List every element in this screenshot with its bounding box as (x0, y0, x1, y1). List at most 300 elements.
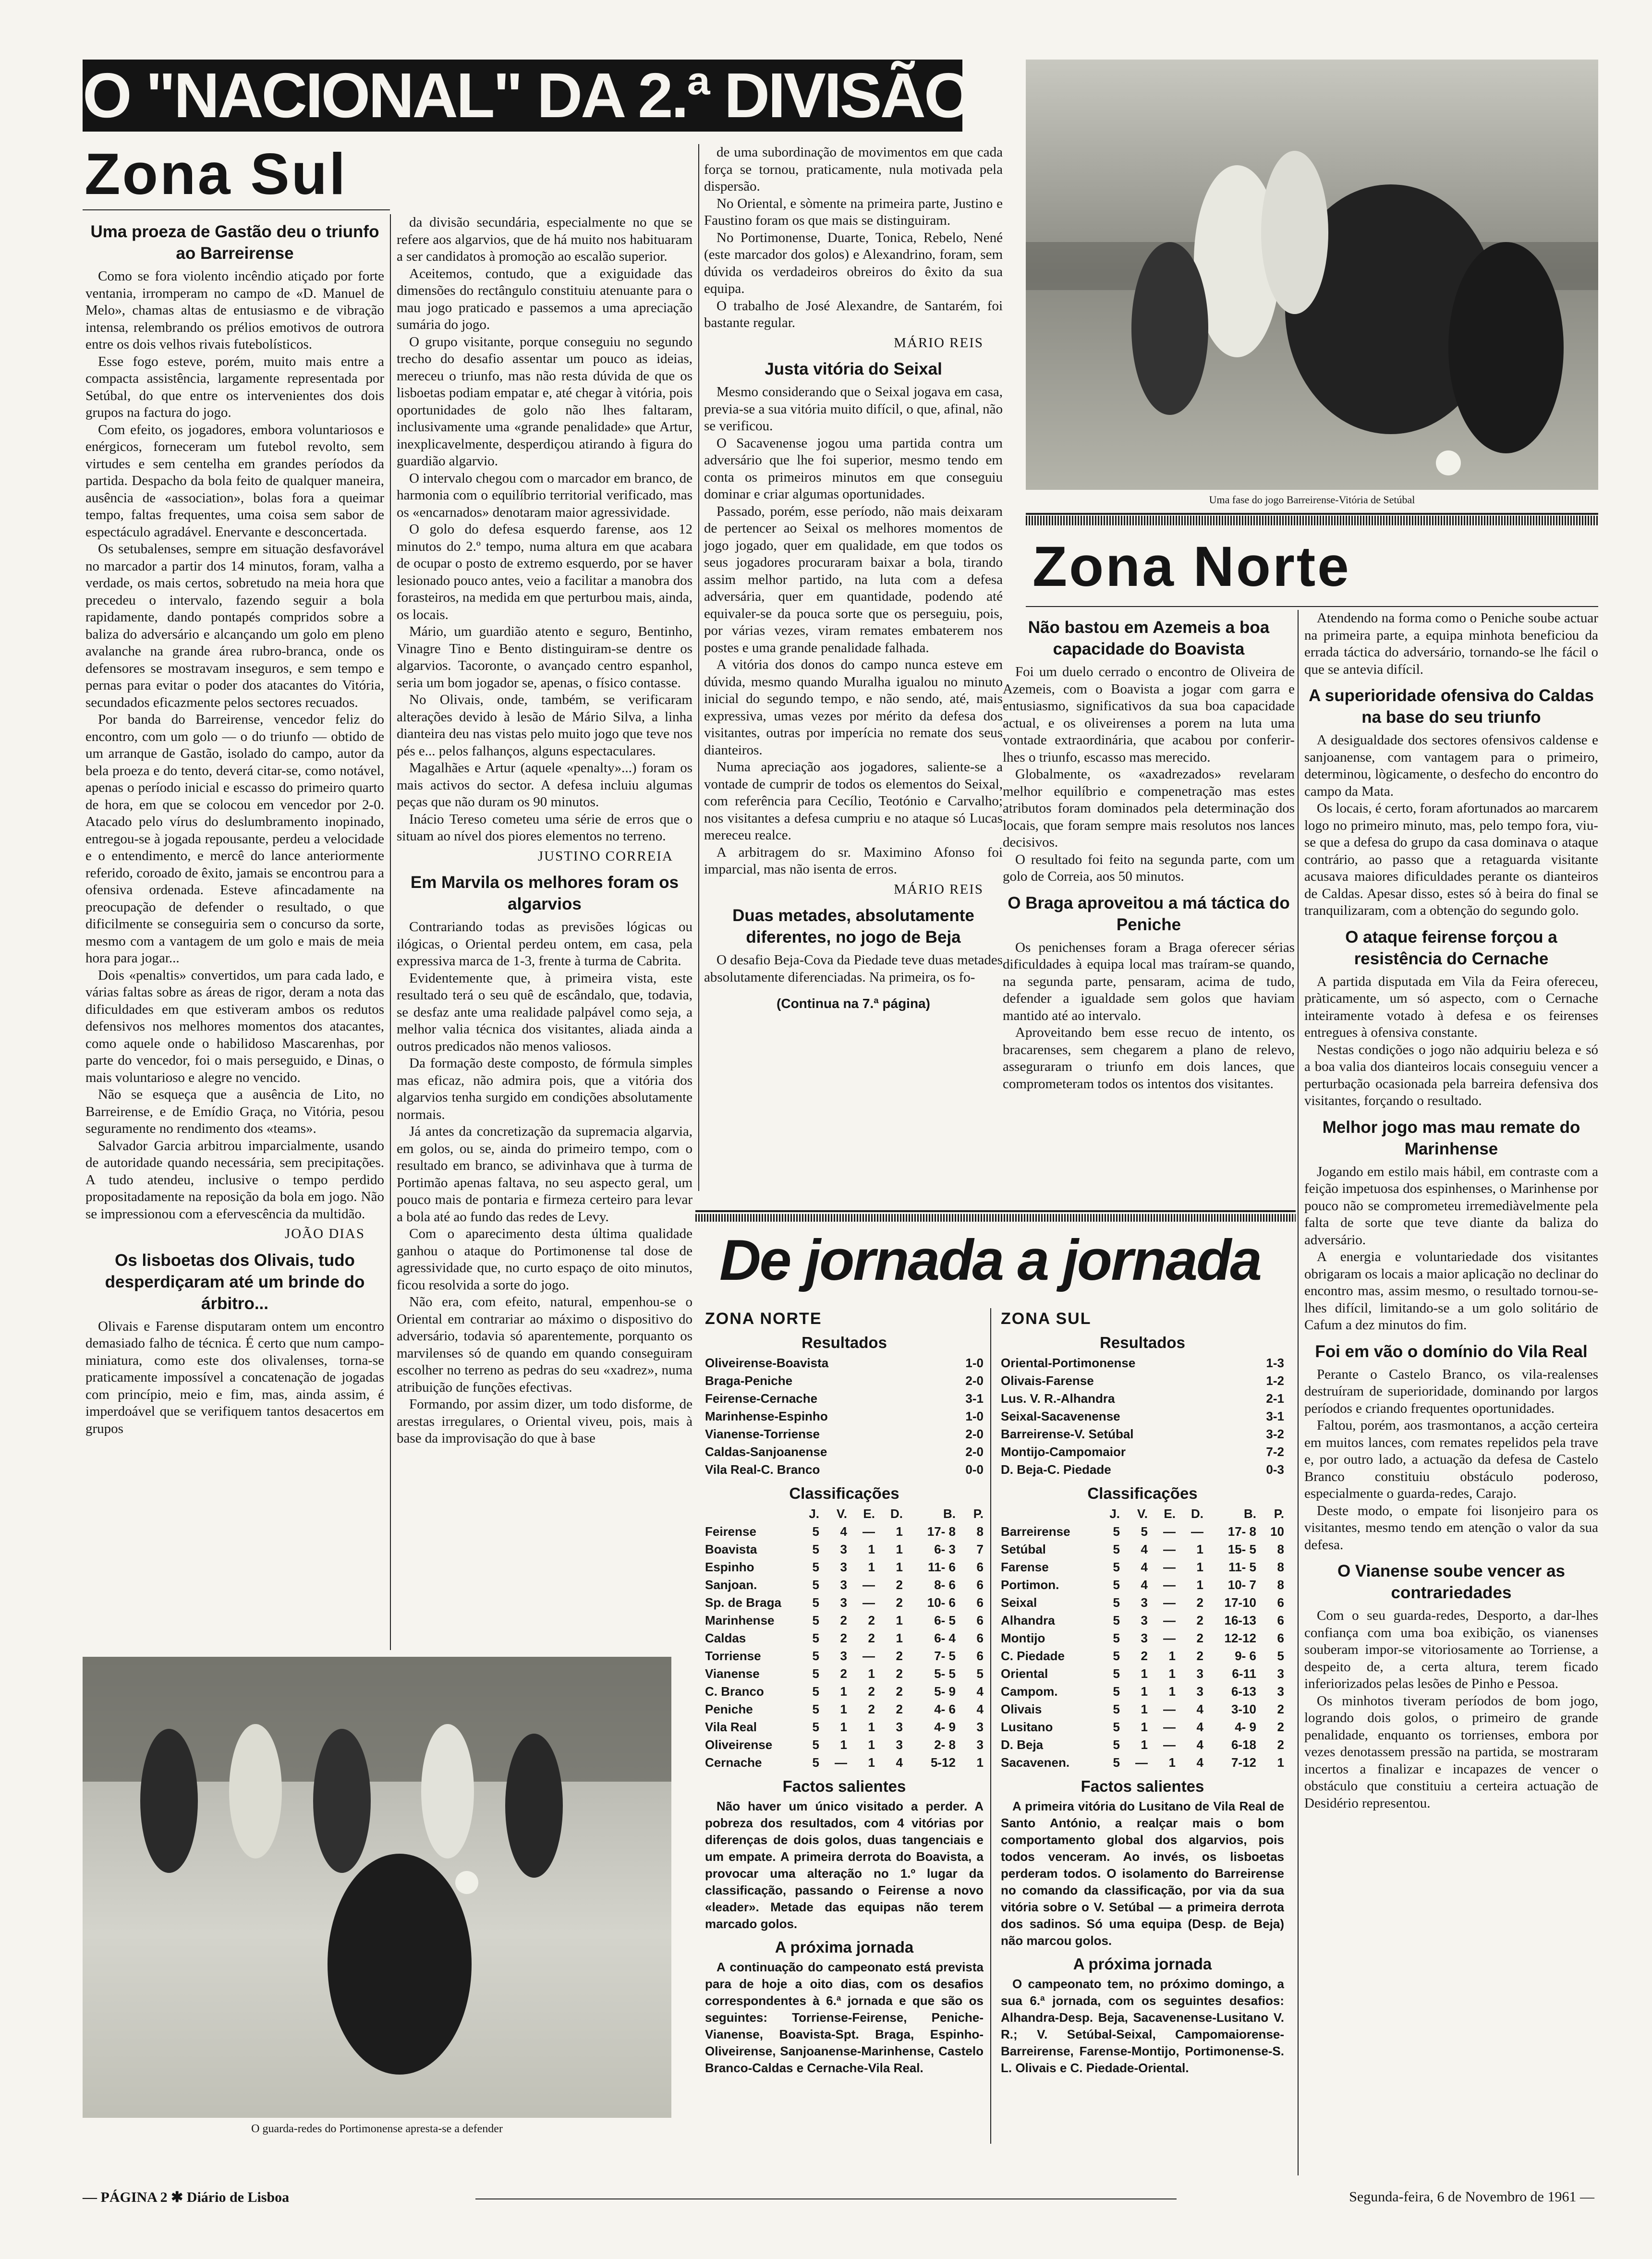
stat-e: 1 (868, 1755, 875, 1770)
stat-j: 5 (812, 1649, 819, 1663)
match-name: Montijo-Campomaior (1001, 1445, 1126, 1459)
stat-d: 4 (1196, 1720, 1203, 1734)
paragraph: A vitória dos donos do campo nunca esteve em dúvida, mesmo quando Muralha igualou no minuto inicial do segundo tempo, e não sendo, até, mais expressiva, umas vezes por mérito da defesa dos visitantes, outras por imperícia no remate dos seus dianteiros. (704, 657, 1003, 758)
team-name: Sp. de Braga (705, 1595, 781, 1610)
match-name: Caldas-Sanjoanense (705, 1445, 827, 1459)
stat-j: 5 (1113, 1755, 1120, 1770)
paragraph: Faltou, porém, aos trasmontanos, a acção certeira em muitos lances, com remates repelidos pela trave e, por outro lado, a actuação da defesa de Castelo Branco constituiu obstáculo poderoso, especialmente o guarda-redes, Carajo. (1304, 1418, 1598, 1501)
team-name: Marinhense (705, 1613, 775, 1627)
stat-d: 2 (896, 1702, 903, 1716)
stat-j: 5 (812, 1737, 819, 1752)
stat-j: 5 (812, 1524, 819, 1539)
stat-v: 1 (840, 1684, 847, 1699)
stat-j: 5 (812, 1560, 819, 1574)
stat-v: 2 (840, 1666, 847, 1681)
stat-e: 2 (868, 1684, 875, 1699)
stat-j: 5 (1113, 1702, 1120, 1716)
team-name: Montijo (1001, 1631, 1045, 1645)
headline-braga: O Braga aproveitou a má táctica do Peniche (1008, 893, 1290, 934)
headline-vianense: O Vianense soube vencer as contrariedades (1337, 1562, 1566, 1602)
stat-e: — (1163, 1524, 1176, 1539)
paragraph: Mário, um guardião atento e seguro, Bentinho, Vinagre Tino e Bento distinguiram-se dentre os algarvios. Tacoronte, o avançado centro espanhol, seria um bom jogador se, apenas, o físico contasse. (397, 624, 692, 691)
stat-d: — (1191, 1524, 1203, 1539)
paragraph: Já antes da concretização da supremacia algarvia, em golos, ou se, ainda do primeiro tempo, com o resultado em branco, se adivinhava que à turma de Portimão apenas faltava, no seu aspecto geral, um pouco mais de pontaria e firmeza certeiro para levar a bola até ao fundo das redes de Levy. (397, 1124, 692, 1225)
results-table (705, 1354, 984, 1479)
stat-j: 5 (812, 1702, 819, 1716)
paragraph: O grupo visitante, porque conseguiu no segundo trecho do desafio assentar um pouco as ideias, mereceu o triunfo, mas não resta dúvida de que os lisboetas podiam empatar e, até chegar à vitória, pois oportunidades de golo não lhes faltaram, inclusivamente uma «grande penalidade» que Artur, inexplicavelmente, desperdiçou atirando à figura do guardião algarvio. (397, 334, 692, 469)
stat-b: 7-12 (1231, 1755, 1256, 1770)
stat-v: 3 (840, 1595, 847, 1610)
stat-e: 1 (868, 1666, 875, 1681)
stat-v: 4 (1141, 1578, 1148, 1592)
article-col-2 (397, 214, 692, 1447)
stat-j: 5 (1113, 1684, 1120, 1699)
column-header: D. (1191, 1506, 1203, 1521)
stat-v: 1 (1141, 1737, 1148, 1752)
paragraph: de uma subordinação de movimentos em que cada força se tornou, praticamente, nula motivada pela dispersão. (704, 145, 1003, 194)
paragraph: Mesmo considerando que o Seixal jogava em casa, previa-se a sua vitória muito difícil, o que, afinal, não se verificou. (704, 384, 1003, 434)
paragraph: Perante o Castelo Branco, os vila-realenses destruíram de superioridade, dominando por largos períodos e criando frequentes oportunidades. (1304, 1366, 1598, 1416)
standings-row (1001, 1647, 1284, 1665)
headline-gastao: Uma proeza de Gastão deu o triunfo ao Barreirense (90, 222, 379, 263)
stat-v: 3 (1141, 1631, 1148, 1645)
result-row (705, 1425, 984, 1443)
result-row (1001, 1372, 1284, 1390)
headline-seixal: Justa vitória do Seixal (765, 360, 942, 378)
team-name: C. Branco (705, 1684, 764, 1699)
stat-b: 16-13 (1224, 1613, 1256, 1627)
stat-p: 7 (976, 1542, 984, 1556)
stat-p: 8 (1277, 1542, 1284, 1556)
photo-barreirense-setubal (1026, 60, 1598, 490)
paragraph: A partida disputada em Vila da Feira ofereceu, pràticamente, um só aspecto, com o Cernache inteiramente votado à defesa e os feirenses entregues à ofensiva constante. (1304, 973, 1598, 1040)
paragraph: Olivais e Farense disputaram ontem um encontro demasiado falho de técnica. É certo que num campo-miniatura, como este dos olivalenses, torna-se praticamente impossível a concatenação de jogadas com princípio, meio e fim, mas, ainda assim, é imperdoável que se verifiquem tantos desacertos em grupos (85, 1318, 384, 1436)
standings-row (705, 1612, 984, 1629)
match-name: Vianense-Torriense (705, 1427, 820, 1441)
standings-row (1001, 1700, 1284, 1718)
stat-j: 5 (1113, 1666, 1120, 1681)
stat-d: 4 (896, 1755, 903, 1770)
standings-table (705, 1505, 984, 1772)
paragraph: Os minhotos tiveram períodos de bom jogo, logrando dois golos, o primeiro de grande penalidade, enquanto os torrienses, embora por vezes denotassem pressão na partida, se mostraram incertos a finalizar e incapazes de vencer o obstáculo que constituiu a certeira actuação de Desidério representou. (1304, 1693, 1598, 1811)
stat-p: 5 (976, 1666, 984, 1681)
stat-p: 6 (976, 1649, 984, 1663)
stat-v: 1 (840, 1737, 847, 1752)
standings-row (1001, 1576, 1284, 1594)
match-name: Feirense-Cernache (705, 1391, 818, 1406)
photo-caption: Uma fase do jogo Barreirense-Vitória de Setúbal (1209, 494, 1415, 506)
stat-d: 1 (1196, 1542, 1203, 1556)
match-score: 3-1 (1266, 1409, 1284, 1423)
stat-d: 1 (1196, 1578, 1203, 1592)
stat-v: 3 (840, 1560, 847, 1574)
stat-j: 5 (1113, 1542, 1120, 1556)
match-name: Seixal-Sacavenense (1001, 1409, 1120, 1423)
section-banner: O "NACIONAL" DA 2.ª DIVISÃO (83, 60, 972, 131)
match-name: Marinhense-Espinho (705, 1409, 828, 1423)
stat-b: 6-18 (1231, 1737, 1256, 1752)
stat-b: 15- 5 (1227, 1542, 1256, 1556)
stat-e: 1 (1168, 1684, 1176, 1699)
paragraph: O desafio Beja-Cova da Piedade teve duas metades absolutamente diferenciadas. Na primeira, os fo- (704, 952, 1003, 985)
stat-b: 2- 8 (934, 1737, 956, 1752)
result-row (1001, 1354, 1284, 1372)
team-name: Lusitano (1001, 1720, 1053, 1734)
stat-p: 1 (1277, 1755, 1284, 1770)
match-score: 1-0 (965, 1409, 984, 1423)
stat-v: 2 (840, 1631, 847, 1645)
standings-row (705, 1629, 984, 1647)
byline: MÁRIO REIS (894, 881, 984, 897)
stat-v: 1 (840, 1702, 847, 1716)
result-row (705, 1408, 984, 1425)
paragraph: O resultado foi feito na segunda parte, com um golo de Correia, aos 50 minutos. (1003, 851, 1295, 884)
stat-b: 6- 3 (934, 1542, 956, 1556)
stat-b: 17- 8 (1227, 1524, 1256, 1539)
stat-p: 4 (976, 1702, 984, 1716)
paragraph: Não era, com efeito, natural, empenhou-se o Oriental em contrariar ao máximo o dispositivo do adversário, todavia só aparentemente, porquanto os marvilenses só de quando em quando conseguiram escolher no terreno as pedras do seu «xadrez», numa atribuição de funções efectivas. (397, 1294, 692, 1395)
jornada-box (695, 1210, 1296, 2158)
stat-v: 2 (1141, 1649, 1148, 1663)
stat-v: 1 (1141, 1720, 1148, 1734)
paragraph: A desigualdade dos sectores ofensivos caldense e sanjoanense, com vantagem para o primeiro, determinou, lògicamente, o desfecho do encontro do campo da Mata. (1304, 732, 1598, 799)
footer-right: Segunda-feira, 6 de Novembro de 1961 — (1349, 2189, 1594, 2205)
stat-d: 3 (896, 1737, 903, 1752)
photo-portimonense-keeper (83, 1657, 671, 2118)
photo-image (83, 1657, 671, 2118)
results-table (1001, 1354, 1284, 1479)
stat-v: 5 (1141, 1524, 1148, 1539)
headline-feirense: O ataque feirense forçou a resistência do Cernache (1345, 927, 1557, 968)
standings-row (705, 1700, 984, 1718)
paragraph: Esse fogo esteve, porém, muito mais entre a compacta assistência, largamente representada por Setúbal, do que entre os intervenientes dos dois grupos na factura do jogo. (85, 353, 384, 420)
stat-j: 5 (812, 1542, 819, 1556)
paragraph: Numa apreciação aos jogadores, saliente-se a vontade de cumprir de todos os elementos do Seixal, com referência para Cecílio, Teotónio e Carvalho; nos visitantes a defesa cumpriu e no ataque só Lucas mereceu realce. (704, 759, 1003, 843)
paragraph: A energia e voluntariedade dos visitantes obrigaram os locais a maior aplicação no declinar do encontro mas, assim mesmo, o resultado tornou-se-lhes difícil, limitando-se a um golo solitário de Cafum a dez minutos do fim. (1304, 1249, 1598, 1333)
stat-e: 1 (868, 1720, 875, 1734)
stat-d: 3 (1196, 1684, 1203, 1699)
stat-v: 4 (1141, 1542, 1148, 1556)
team-name: Barreirense (1001, 1524, 1070, 1539)
stat-j: 5 (1113, 1720, 1120, 1734)
stat-j: 5 (1113, 1595, 1120, 1610)
stat-e: — (862, 1578, 875, 1592)
stat-d: 2 (896, 1684, 903, 1699)
paragraph: Salvador Garcia arbitrou imparcialmente, usando de autoridade quando necessária, sem precipitações. A tudo atendeu, inclusive o tempo perdido propositadamente na reposição da bola em jogo. Não se impressionou com a efervescência da multidão. (85, 1138, 384, 1222)
stat-d: 4 (1196, 1702, 1203, 1716)
stat-j: 5 (1113, 1737, 1120, 1752)
norte-col-2 (1304, 610, 1598, 1812)
paragraph: Deste modo, o empate foi lisonjeiro para os visitantes, mesmo tendo em atenção o valor da sua defesa. (1304, 1503, 1598, 1553)
stat-p: 3 (1277, 1684, 1284, 1699)
stat-p: 10 (1270, 1524, 1284, 1539)
team-name: Farense (1001, 1560, 1049, 1574)
stat-p: 3 (976, 1720, 984, 1734)
paragraph: Foi um duelo cerrado o encontro de Oliveira de Azemeis, com o Boavista a jogar com garra e entusiasmo, significativos da sua boa capacidade actual, e os oliveirenses a porem na luta uma vontade extraordinária, que acabou por conferir-lhes o triunfo, escasso mas merecido. (1003, 664, 1295, 765)
stat-d: 4 (1196, 1755, 1203, 1770)
stat-e: — (1163, 1578, 1176, 1592)
stat-v: 4 (840, 1524, 847, 1539)
paragraph: Aceitemos, contudo, que a exiguidade das dimensões do rectângulo constituiu atenuante para o mau jogo praticado e passemos a uma apreciação sumária do jogo. (397, 266, 692, 332)
next-title: A próxima jornada (1073, 1955, 1212, 1973)
stat-e: 1 (868, 1542, 875, 1556)
standings-row (1001, 1754, 1284, 1772)
stat-p: 6 (976, 1578, 984, 1592)
stat-p: 6 (1277, 1613, 1284, 1627)
stat-b: 12-12 (1224, 1631, 1256, 1645)
stat-d: 2 (1196, 1613, 1203, 1627)
paragraph: No Oriental, e sòmente na primeira parte, Justino e Faustino foram os que mais se distinguiram. (704, 195, 1003, 228)
norte-col-1 (1003, 610, 1295, 1093)
stat-b: 9- 6 (1235, 1649, 1256, 1663)
facts-text: Não haver um único visitado a perder. A pobreza dos resultados, com 4 vitórias por diferenças de dois golos, duas tangenciais e um empate. A primeira derrota do Boavista, a provocar uma alteração no 1.º lugar da classificação, passando o Feirense a novo «leader». Metade das equipas não terem marcado golos. (705, 1799, 984, 1931)
zona-sul-title: Zona Sul (85, 141, 348, 206)
headline-olivais: Os lisboetas dos Olivais, tudo desperdiçaram até um brinde do árbitro... (105, 1251, 365, 1313)
team-name: Seixal (1001, 1595, 1037, 1610)
paragraph: Inácio Tereso cometeu uma série de erros que o situam ao nível dos piores elementos no terreno. (397, 811, 692, 844)
paragraph: Evidentemente que, à primeira vista, este resultado terá o seu quê de escândalo, que, todavia, se desfaz ante uma realidade palpável como seja, a melhor valia técnica dos visitantes, aliada ainda a outros predicados não menos valiosos. (397, 970, 692, 1054)
headline-marinhense: Melhor jogo mas mau remate do Marinhense (1322, 1117, 1580, 1158)
jornada-sul (1001, 1308, 1284, 2077)
stat-b: 6-13 (1231, 1684, 1256, 1699)
standings-header (705, 1505, 984, 1523)
match-name: Oliveirense-Boavista (705, 1356, 829, 1370)
headline-beja: Duas metades, absolutamente diferentes, no jogo de Beja (732, 906, 974, 947)
standings-row (705, 1541, 984, 1558)
stat-p: 6 (1277, 1631, 1284, 1645)
column-header: J. (1109, 1506, 1120, 1521)
stat-d: 2 (896, 1578, 903, 1592)
stat-p: 2 (1277, 1737, 1284, 1752)
stat-e: — (1163, 1737, 1176, 1752)
column-header: B. (943, 1506, 956, 1521)
stat-v: 2 (840, 1613, 847, 1627)
continued-note: (Continua na 7.ª página) (777, 996, 930, 1011)
standings-row (705, 1736, 984, 1754)
stat-b: 10- 6 (927, 1595, 956, 1610)
stat-b: 17-10 (1224, 1595, 1256, 1610)
match-score: 7-2 (1266, 1445, 1284, 1459)
column-header: V. (1137, 1506, 1148, 1521)
paragraph: No Olivais, onde, também, se verificaram alterações devido à lesão de Mário Silva, a linha dianteira deu nas vistas pelo muito jogo que teve nos pés e... pelos falhanços, alguns espectaculares. (397, 692, 692, 759)
standings-row (1001, 1736, 1284, 1754)
stat-e: 1 (1168, 1755, 1176, 1770)
standings-row (1001, 1665, 1284, 1683)
paragraph: Com efeito, os jogadores, embora voluntariosos e enérgicos, forneceram um futebol revolto, sem virtudes e sem centelha em grandes períodos da partida. Despacho da bola feito de qualquer maneira, ausência de «association», bolas fora a queimar tempo, faltas frequentes, uma coisa sem sabor de espectáculo agradável. Enervante e desconcertada. (85, 422, 384, 540)
result-row (1001, 1425, 1284, 1443)
stat-j: 5 (1113, 1560, 1120, 1574)
stat-j: 5 (812, 1578, 819, 1592)
result-row (705, 1390, 984, 1408)
stat-j: 5 (812, 1595, 819, 1610)
result-row (705, 1443, 984, 1461)
stat-p: 8 (976, 1524, 984, 1539)
stat-b: 11- 5 (1228, 1560, 1256, 1574)
team-name: Olivais (1001, 1702, 1042, 1716)
standings-row (705, 1523, 984, 1541)
team-name: Setúbal (1001, 1542, 1046, 1556)
paragraph: Não se esqueça que a ausência de Lito, no Barreirense, e de Emídio Graça, no Vitória, pesou seguramente no rendimento dos «teams». (85, 1087, 384, 1136)
paragraph: Nestas condições o jogo não adquiriu beleza e só a boa valia dos dianteiros locais conseguiu vencer a perturbação ocasionada pela barreira defensiva dos visitantes, forçando o resultado. (1304, 1042, 1598, 1108)
match-score: 0-0 (965, 1462, 984, 1477)
team-name: D. Beja (1001, 1737, 1044, 1752)
stat-e: 2 (868, 1631, 875, 1645)
stat-d: 2 (896, 1666, 903, 1681)
stat-p: 6 (976, 1613, 984, 1627)
stat-p: 3 (976, 1737, 984, 1752)
team-name: Espinho (705, 1560, 754, 1574)
standings-row (705, 1718, 984, 1736)
standings-row (1001, 1541, 1284, 1558)
match-score: 1-2 (1266, 1373, 1284, 1388)
facts-title: Factos salientes (1081, 1777, 1204, 1795)
paragraph: Formando, por assim dizer, um todo disforme, de arestas irregulares, o Oriental viveu, pois, mais à base da improvisação do que à base (397, 1397, 692, 1446)
stat-b: 5-12 (930, 1755, 956, 1770)
stat-j: 5 (1113, 1631, 1120, 1645)
stat-b: 3-10 (1231, 1702, 1256, 1716)
result-row (705, 1372, 984, 1390)
stat-v: 3 (1141, 1613, 1148, 1627)
stat-p: 1 (976, 1755, 984, 1770)
stat-j: 5 (1113, 1524, 1120, 1539)
stat-d: 1 (896, 1524, 903, 1539)
paragraph: O trabalho de José Alexandre, de Santarém, foi bastante regular. (704, 298, 1003, 330)
stat-p: 3 (1277, 1666, 1284, 1681)
stat-e: — (1163, 1720, 1176, 1734)
stat-j: 5 (812, 1613, 819, 1627)
stat-b: 10- 7 (1227, 1578, 1256, 1592)
stat-e: — (862, 1524, 875, 1539)
team-name: Vila Real (705, 1720, 757, 1734)
stat-v: 4 (1141, 1560, 1148, 1574)
stat-b: 8- 6 (934, 1578, 956, 1592)
match-score: 2-0 (965, 1427, 984, 1441)
stat-d: 2 (896, 1649, 903, 1663)
stat-b: 6- 4 (934, 1631, 956, 1645)
paragraph: Magalhães e Artur (aquele «penalty»...) foram os mais activos do sector. A defesa incluiu algumas peças que não duram os 90 minutos. (397, 760, 692, 810)
match-name: Oriental-Portimonense (1001, 1356, 1136, 1370)
stat-e: — (1163, 1631, 1176, 1645)
match-score: 3-1 (965, 1391, 984, 1406)
stat-b: 4- 9 (934, 1720, 956, 1734)
photo-image (1026, 60, 1598, 490)
stat-e: — (1163, 1613, 1176, 1627)
paragraph: Atendendo na forma como o Peniche soube actuar na primeira parte, a equipa minhota beneficiou da errada táctica do adversário, tornando-se lhe fácil o que se antevia difícil. (1304, 610, 1598, 677)
stat-b: 7- 5 (934, 1649, 956, 1663)
match-score: 2-0 (965, 1445, 984, 1459)
class-title: Classificações (789, 1484, 899, 1502)
byline: JUSTINO CORREIA (537, 848, 673, 864)
match-score: 0-3 (1266, 1462, 1284, 1477)
stat-j: 5 (812, 1720, 819, 1734)
stat-d: 1 (896, 1631, 903, 1645)
stat-b: 4- 9 (1235, 1720, 1256, 1734)
paragraph: No Portimonense, Duarte, Tonica, Rebelo, Nené (este marcador dos golos) e Alexandrino, foram, sem dúvida os verdadeiros obreiros do êxito da sua equipa. (704, 230, 1003, 296)
paragraph: da divisão secundária, especialmente no que se refere aos algarvios, que de há muito nos habituaram a ser candidatos à promoção ao escalão superior. (397, 215, 692, 264)
stat-v: — (1135, 1755, 1148, 1770)
standings-row (1001, 1629, 1284, 1647)
stat-e: 1 (868, 1737, 875, 1752)
team-name: Feirense (705, 1524, 756, 1539)
stat-v: 1 (1141, 1702, 1148, 1716)
stat-p: 4 (976, 1684, 984, 1699)
standings-row (705, 1665, 984, 1683)
headline-azemeis: Não bastou em Azemeis a boa capacidade do Boavista (1028, 618, 1270, 658)
paragraph: Com o aparecimento desta última qualidade ganhou o ataque do Portimonense tal dose de agressividade que, no curto espaço de oito minutos, ficou resolvida a sorte do jogo. (397, 1226, 692, 1293)
stat-v: 1 (1141, 1684, 1148, 1699)
stat-b: 6-11 (1232, 1666, 1256, 1681)
jornada-title: De jornada a jornada (719, 1228, 1261, 1292)
match-name: Barreirense-V. Setúbal (1001, 1427, 1134, 1441)
jornada-norte (705, 1308, 984, 2077)
team-name: Caldas (705, 1631, 746, 1645)
match-name: Vila Real-C. Branco (705, 1462, 820, 1477)
team-name: Oliveirense (705, 1737, 773, 1752)
stat-b: 17- 8 (927, 1524, 956, 1539)
headline-caldas: A superioridade ofensiva do Caldas na base do seu triunfo (1309, 686, 1594, 727)
team-name: Oriental (1001, 1666, 1048, 1681)
stat-p: 2 (1277, 1702, 1284, 1716)
stat-d: 3 (896, 1720, 903, 1734)
stat-v: 3 (840, 1542, 847, 1556)
stat-d: 1 (896, 1560, 903, 1574)
paragraph: Os penichenses foram a Braga oferecer sérias dificuldades à equipa local mas traíram-se quando, na segunda parte, pensaram, acima de tudo, defender a igualdade sem golos que haviam mantido até ao intervalo. (1003, 939, 1295, 1023)
stat-e: — (862, 1649, 875, 1663)
team-name: Campom. (1001, 1684, 1058, 1699)
photo-caption: O guarda-redes do Portimonense apresta-se a defender (251, 2123, 503, 2135)
match-score: 2-0 (965, 1373, 984, 1388)
team-name: Peniche (705, 1702, 753, 1716)
stat-p: 8 (1277, 1560, 1284, 1574)
result-row (1001, 1408, 1284, 1425)
match-name: Braga-Peniche (705, 1373, 793, 1388)
stat-v: 3 (840, 1578, 847, 1592)
stat-v: 1 (840, 1720, 847, 1734)
standings-row (1001, 1558, 1284, 1576)
stat-v: 1 (1141, 1666, 1148, 1681)
stat-j: 5 (1113, 1578, 1120, 1592)
stat-p: 8 (1277, 1578, 1284, 1592)
match-score: 1-3 (1266, 1356, 1284, 1370)
stat-e: — (1163, 1702, 1176, 1716)
headline-marvila: Em Marvila os melhores foram os algarvios (410, 873, 679, 913)
stat-e: — (1163, 1542, 1176, 1556)
column-header: E. (1164, 1506, 1176, 1521)
stat-d: 1 (896, 1542, 903, 1556)
zone-label: ZONA NORTE (705, 1310, 822, 1328)
column-header: E. (863, 1506, 875, 1521)
stat-j: 5 (812, 1755, 819, 1770)
match-score: 2-1 (1266, 1391, 1284, 1406)
column-header: J. (809, 1506, 819, 1521)
team-name: C. Piedade (1001, 1649, 1065, 1663)
headline-vila-real: Foi em vão o domínio do Vila Real (1315, 1342, 1588, 1361)
standings-row (705, 1754, 984, 1772)
column-header: V. (836, 1506, 847, 1521)
facts-title: Factos salientes (782, 1777, 906, 1795)
standings-row (705, 1647, 984, 1665)
article-col-3 (704, 144, 1003, 1018)
paragraph: Aproveitando bem esse recuo de intento, os bracarenses, sem chegarem a plano de relevo, asseguraram o triunfo em dois lances, que comprometeram todos os intentos dos visitantes. (1003, 1025, 1295, 1092)
stat-p: 6 (976, 1595, 984, 1610)
stat-p: 6 (1277, 1595, 1284, 1610)
results-title: Resultados (802, 1334, 887, 1351)
stat-j: 5 (812, 1684, 819, 1699)
team-name: Cernache (705, 1755, 762, 1770)
stat-d: 2 (896, 1595, 903, 1610)
stat-b: 6- 5 (934, 1613, 956, 1627)
column-header: B. (1244, 1506, 1256, 1521)
